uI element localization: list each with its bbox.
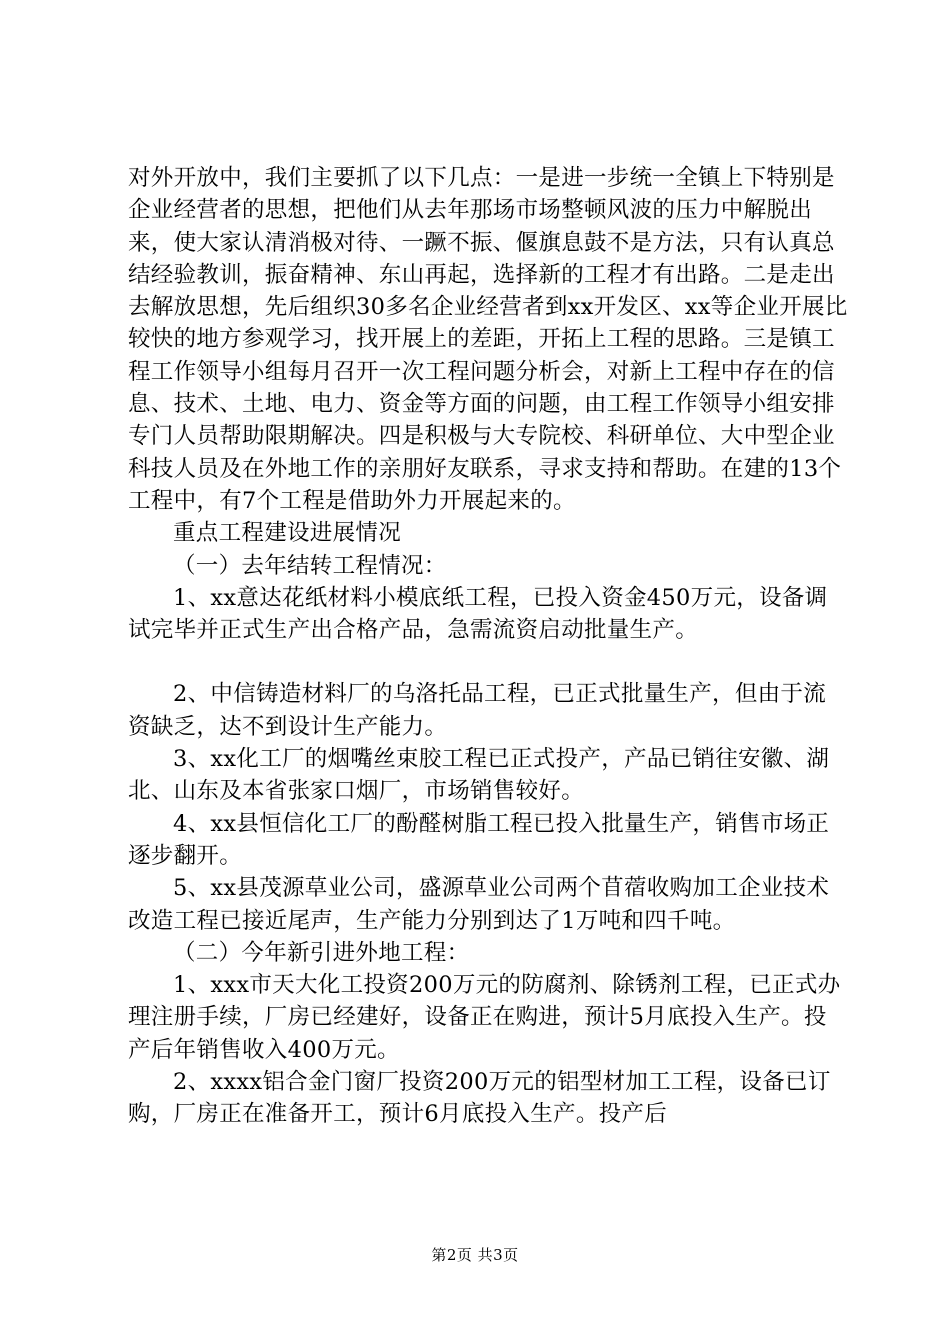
subsection-heading: （一）去年结转工程情况： (173, 552, 447, 579)
document-body (128, 162, 848, 1131)
section-heading: 重点工程建设进展情况 (173, 520, 402, 547)
list-item: 3、xx化工厂的烟嘴丝束胶工程已正式投产，产品已销往安徽、湖北、山东及本省张家口烟厂，市场销售较好。 (128, 746, 830, 805)
paragraph-opening: 对外开放中，我们主要抓了以下几点：一是进一步统一全镇上下特别是企业经营者的思想，把他们从去年那场市场整顿风波的压力中解脱出来，使大家认清消极对待、一蹶不振、偃旗息鼓不是方法，只有认真总结经验教训，振奋精神、东山再起，选择新的工程才有出路。二是走出去解放思想，先后组织30多名企业经营者到xx开发区、xx等企业开展比较快的地方参观学习，找开展上的差距，开拓上工程的思路。三是镇工程工作领导小组每月召开一次工程问题分析会，对新上工程中存在的信息、技术、土地、电力、资金等方面的问题，由工程工作领导小组安排专门人员帮助限期解决。四是积极与大专院校、科研单位、大中型企业科技人员及在外地工作的亲朋好友联系，寻求支持和帮助。在建的13个工程中，有7个工程是借助外力开展起来的。 (128, 165, 848, 514)
list-item: 4、xx县恒信化工厂的酚醛树脂工程已投入批量生产，销售市场正逐步翻开。 (128, 810, 830, 869)
subsection-heading: （二）今年新引进外地工程： (173, 939, 470, 966)
list-item: 1、xxx市天大化工投资200万元的防腐剂、除锈剂工程，已正式办理注册手续，厂房已经建好，设备正在购进，预计5月底投入生产。投产后年销售收入400万元。 (128, 972, 841, 1063)
page-number: 第2页 共3页 (431, 1246, 519, 1264)
list-item: 2、中信铸造材料厂的乌洛托品工程，已正式批量生产，但由于流资缺乏，达不到设计生产能力。 (128, 681, 827, 740)
list-item: 5、xx县茂源草业公司，盛源草业公司两个苜蓿收购加工企业技术改造工程已接近尾声，生产能力分别到达了1万吨和四千吨。 (128, 875, 830, 934)
list-item: 2、xxxx铝合金门窗厂投资200万元的铝型材加工工程，设备已订购，厂房正在准备开工，预计6月底投入生产。投产后 (128, 1069, 831, 1128)
list-item: 1、xx意达花纸材料小模底纸工程，已投入资金450万元，设备调试完毕并正式生产出合格产品，急需流资启动批量生产。 (128, 584, 828, 644)
